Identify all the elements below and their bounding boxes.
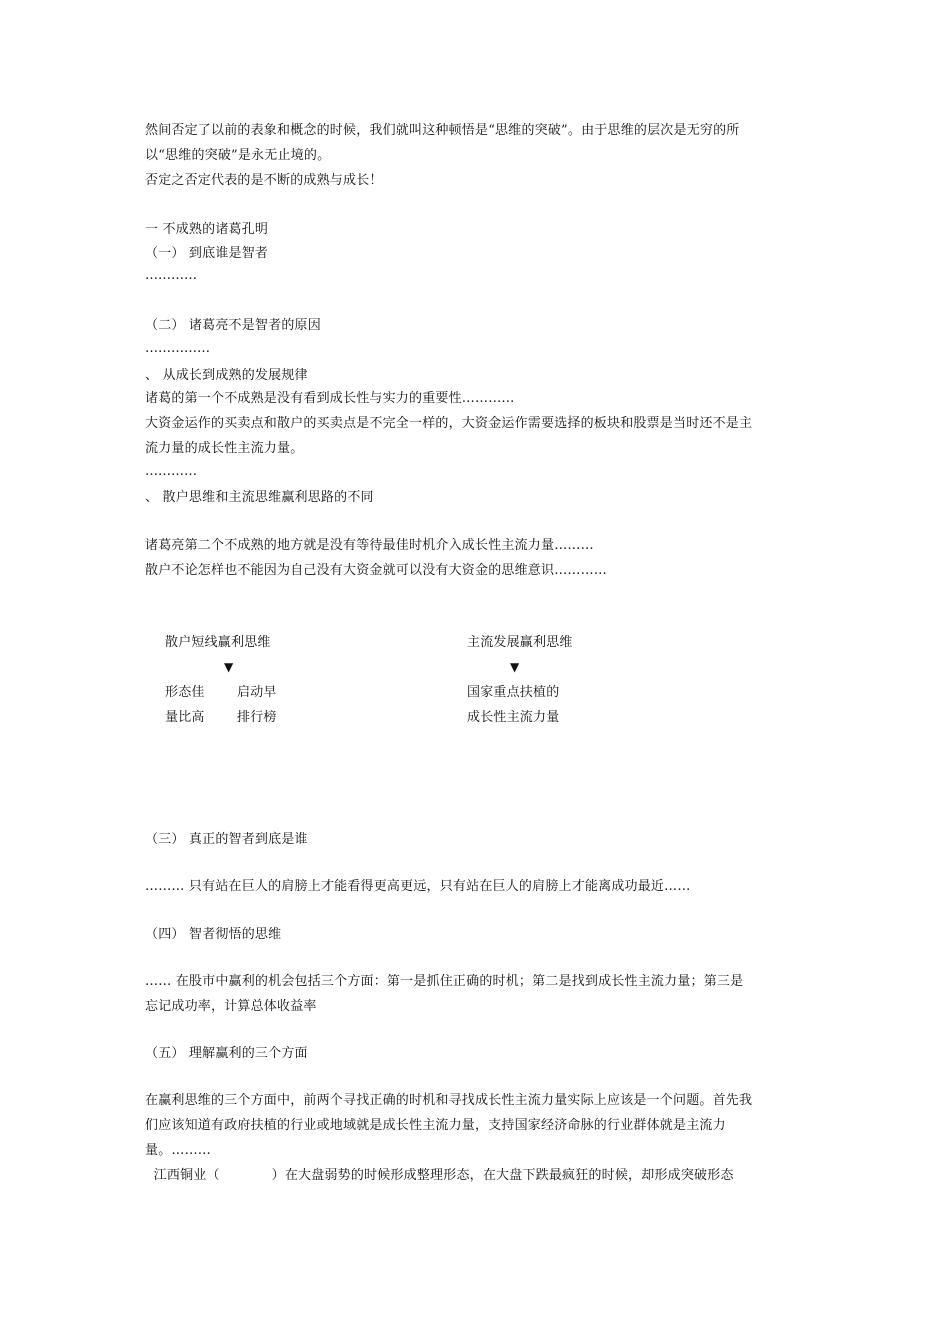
subsection-title: （四） 智者彻悟的思维	[145, 927, 282, 942]
diagram-left-title: 散户短线赢利思维	[165, 635, 271, 650]
point-title: 、 从成长到成熟的发展规律	[145, 368, 308, 383]
ellipsis: ……………	[145, 341, 210, 356]
paragraph-line: 大资金运作的买卖点和散户的买卖点是不完全一样的，大资金运作需要选择的板块和股票是当时还不是主	[145, 416, 753, 431]
paragraph-line: 流力量的成长性主流力量。	[145, 441, 304, 456]
diagram-left-item: 形态佳	[165, 685, 205, 700]
intro-line-2: 以“思维的突破”是永无止境的。	[145, 148, 331, 163]
paragraph-line: 散户不论怎样也不能因为自己没有大资金就可以没有大资金的思维意识…………	[145, 563, 608, 578]
subsection-title: （五） 理解赢利的三个方面	[145, 1046, 308, 1061]
diagram-right-item: 成长性主流力量	[467, 710, 560, 725]
section-title: 一 不成熟的诸葛孔明	[145, 222, 269, 237]
intro-line-1: 然间否定了以前的表象和概念的时候，我们就叫这种顿悟是“思维的突破”。由于思维的层次是无穷的所	[145, 123, 740, 138]
diagram-left-item: 量比高	[165, 710, 205, 725]
diagram-right-item: 国家重点扶植的	[467, 685, 560, 700]
ellipsis: …………	[145, 268, 197, 283]
paragraph-line: 量。………	[145, 1143, 212, 1158]
paragraph-line: 忘记成功率，计算总体收益率	[145, 999, 317, 1014]
paragraph-line: 在赢利思维的三个方面中，前两个寻找正确的时机和寻找成长性主流力量实际上应该是一个问题。首先我	[145, 1093, 753, 1108]
diagram-left-item: 启动早	[237, 685, 277, 700]
paragraph-line: 诸葛的第一个不成熟是没有看到成长性与实力的重要性…………	[145, 391, 515, 406]
paragraph-line: 诸葛亮第二个不成熟的地方就是没有等待最佳时机介入成长性主流力量………	[145, 538, 594, 553]
point-title: 、 散户思维和主流思维赢利思路的不同	[145, 490, 374, 505]
paragraph-line: …… 在股市中赢利的机会包括三个方面：第一是抓住正确的时机；第二是找到成长性主流力量；第三是	[145, 974, 744, 989]
diagram-left-item: 排行榜	[237, 710, 277, 725]
diagram-right-title: 主流发展赢利思维	[467, 635, 573, 650]
down-arrow-icon: ▼	[510, 660, 520, 674]
ellipsis: …………	[145, 464, 197, 479]
subsection-title: （三） 真正的智者到底是谁	[145, 832, 308, 847]
down-arrow-icon: ▼	[224, 660, 234, 674]
intro-line-3: 否定之否定代表的是不断的成熟与成长！	[145, 173, 383, 188]
paragraph-line: 们应该知道有政府扶植的行业或地域就是成长性主流力量，支持国家经济命脉的行业群体就是主流力	[145, 1118, 726, 1133]
subsection-title: （一） 到底谁是智者	[145, 246, 269, 261]
subsection-title: （二） 诸葛亮不是智者的原因	[145, 318, 321, 333]
paragraph-line: ……… 只有站在巨人的肩膀上才能看得更高更远，只有站在巨人的肩膀上才能离成功最近……	[145, 879, 691, 894]
paragraph-line: 江西铜业（ ）在大盘弱势的时候形成整理形态，在大盘下跌最疯狂的时候，却形成突破形态	[145, 1168, 734, 1183]
